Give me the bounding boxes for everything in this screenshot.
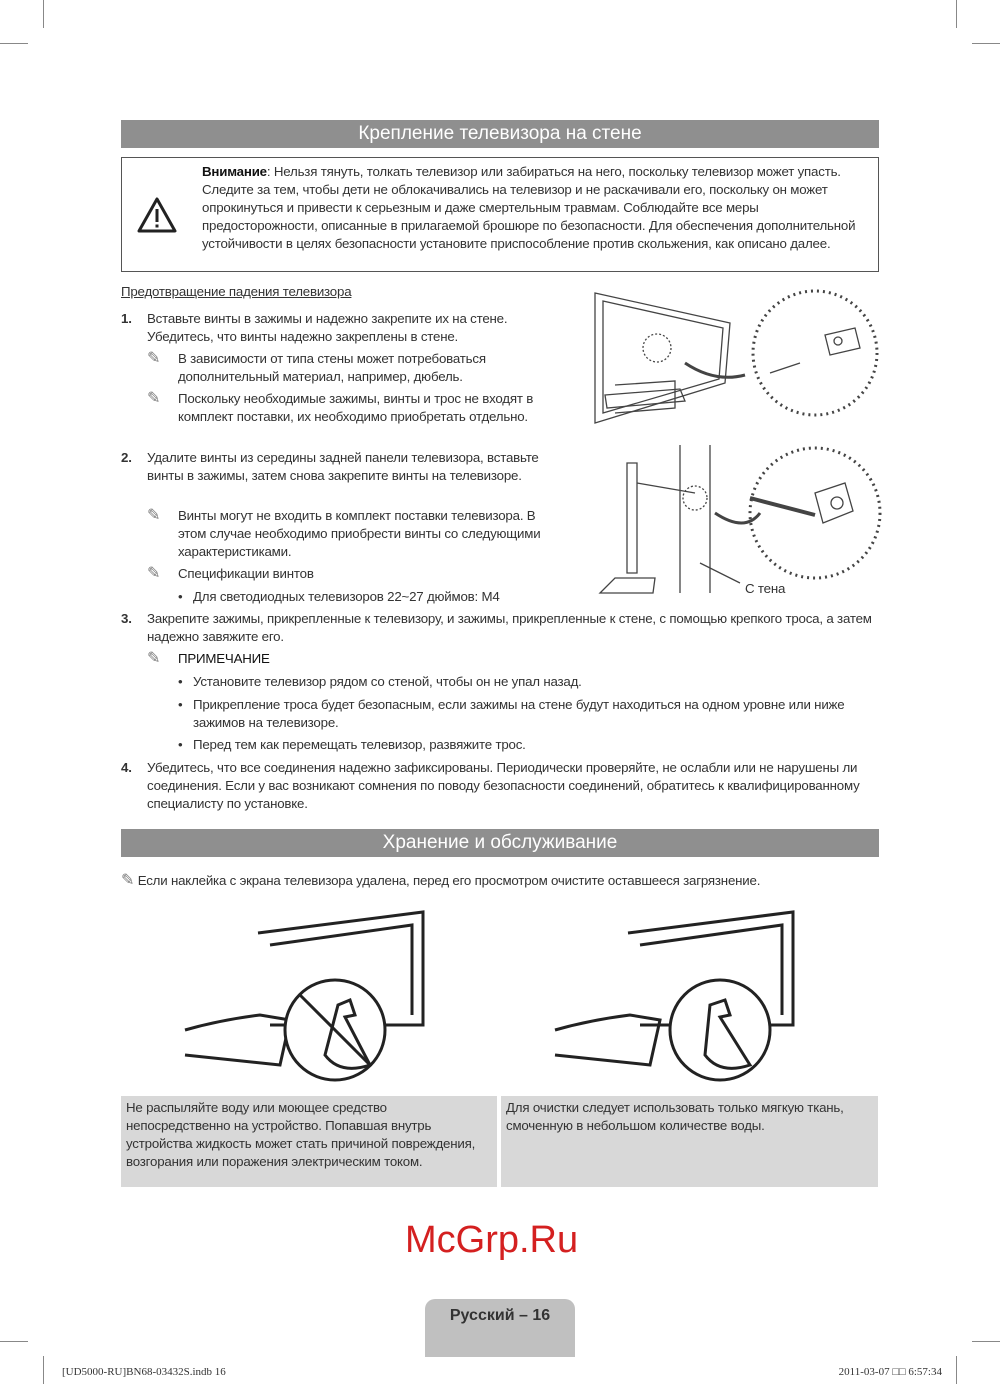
warning-triangle-icon — [136, 196, 178, 234]
note — [147, 565, 527, 583]
pencil-note-icon: ✎ — [147, 390, 161, 407]
warning-label: Внимание — [202, 164, 267, 179]
footer-filename: [UD5000-RU]BN68-03432S.indb 16 — [62, 1366, 226, 1378]
caption-soft-cloth: Для очистки следует использовать только мягкую ткань, смоченную в небольшом количестве воды. — [501, 1096, 878, 1187]
step-3 — [121, 610, 881, 646]
note — [147, 650, 527, 668]
crop-mark — [0, 43, 28, 44]
bullet-item: • Прикрепление троса будет безопасным, если зажимы на стене будут находиться на одном уровне или ниже зажимов на телевизоре. — [178, 696, 878, 732]
note — [147, 350, 567, 386]
step-number: 3. — [121, 611, 132, 626]
step-2 — [121, 449, 561, 485]
step-text: Убедитесь, что все соединения надежно зафиксированы. Периодически проверяйте, не ослабли или не нарушены ли соединения. Если у вас возникают сомнения по поводу безопасности соединений, обратитесь к квалифицированному специалисту по установке. — [147, 760, 860, 811]
bullet-text: Перед тем как перемещать телевизор, развяжите трос. — [193, 737, 526, 752]
note-text: Если наклейка с экрана телевизора удалена, перед его просмотром очистите оставшееся загрязнение. — [137, 873, 761, 888]
pencil-note-icon: ✎ — [147, 650, 161, 667]
crop-mark — [0, 1341, 28, 1342]
note-text: В зависимости от типа стены может потребоваться дополнительный материал, например, дюбель. — [178, 351, 486, 384]
crop-mark — [43, 1356, 44, 1384]
wall-mount-illustration — [585, 283, 885, 603]
crop-mark — [972, 43, 1000, 44]
step-text: Закрепите зажимы, прикрепленные к телевизору, и зажимы, прикрепленные к стене, с помощью крепкого троса, а затем надежно завяжите его. — [147, 611, 872, 644]
no-spray-illustration — [180, 905, 440, 1085]
step-text: Удалите винты из середины задней панели телевизора, вставьте винты в зажимы, затем снова закрепите винты на телевизоре. — [147, 450, 539, 483]
pencil-note-icon: ✎ — [121, 872, 135, 889]
step-number: 1. — [121, 311, 132, 326]
bullet-text: Установите телевизор рядом со стеной, чтобы он не упал назад. — [193, 674, 582, 689]
warning-box — [121, 157, 879, 272]
bullet-text: Прикрепление троса будет безопасным, если зажимы на стене будут находиться на одном уровне или ниже зажимов на телевизоре. — [193, 697, 845, 730]
note-text: Винты могут не входить в комплект поставки телевизора. В этом случае необходимо приобрести винты со следующими характеристиками. — [178, 508, 541, 559]
section-title-wall-mount: Крепление телевизора на стене — [121, 120, 879, 148]
pencil-note-icon: ✎ — [147, 507, 161, 524]
bullet-item: • Установите телевизор рядом со стеной, чтобы он не упал назад. — [178, 673, 878, 691]
watermark: McGrp.Ru — [405, 1219, 579, 1261]
bullet-text: Для светодиодных телевизоров 22~27 дюймов: M4 — [193, 589, 500, 604]
step-1 — [121, 310, 561, 346]
storage-note — [121, 872, 760, 890]
note — [147, 507, 567, 561]
step-text: Вставьте винты в зажимы и надежно закрепите их на стене. Убедитесь, что винты надежно закреплены в стене. — [147, 311, 508, 344]
pencil-note-icon: ✎ — [147, 350, 161, 367]
crop-mark — [956, 1356, 957, 1384]
soft-cloth-illustration — [550, 905, 810, 1085]
bullet-item: • Перед тем как перемещать телевизор, развяжите трос. — [178, 736, 878, 754]
crop-mark — [956, 0, 957, 28]
step-4 — [121, 759, 879, 813]
bullet-item: • Для светодиодных телевизоров 22~27 дюймов: M4 — [178, 588, 568, 606]
crop-mark — [972, 1341, 1000, 1342]
section-title-storage: Хранение и обслуживание — [121, 829, 879, 857]
note-heading: ПРИМЕЧАНИЕ — [178, 651, 270, 666]
footer-timestamp: 2011-03-07 □□ 6:57:34 — [838, 1366, 942, 1378]
step-number: 4. — [121, 760, 132, 775]
note-text: Поскольку необходимые зажимы, винты и трос не входят в комплект поставки, их необходимо приобретать отдельно. — [178, 391, 534, 424]
warning-body: : Нельзя тянуть, толкать телевизор или забираться на него, поскольку телевизор может упасть. Следите за тем, чтобы дети не облокачивались на телевизор и не раскачивали его, поскольку он может опрокинуться и привести к серьезным и даже смертельным травмам. Соблюдайте все меры предосторожности, описанные в прилагаемой брошюре по безопасности. Для обеспечения дополнительной устойчивости в целях безопасности установите приспособление против скольжения, как описано далее. — [202, 164, 856, 251]
wall-label: С тена — [745, 581, 786, 596]
note — [147, 390, 547, 426]
subsection-title: Предотвращение падения телевизора — [121, 284, 352, 299]
crop-mark — [43, 0, 44, 28]
note-text: Спецификации винтов — [178, 566, 314, 581]
pencil-note-icon: ✎ — [147, 565, 161, 582]
page-number-tab: Русский – 16 — [425, 1299, 575, 1357]
caption-no-spray: Не распыляйте воду или моющее средство непосредственно на устройство. Попавшая внутрь устройства жидкость может стать причиной повреждения, возгорания или поражения электрическим током. — [121, 1096, 497, 1187]
step-number: 2. — [121, 450, 132, 465]
warning-text — [202, 163, 874, 253]
